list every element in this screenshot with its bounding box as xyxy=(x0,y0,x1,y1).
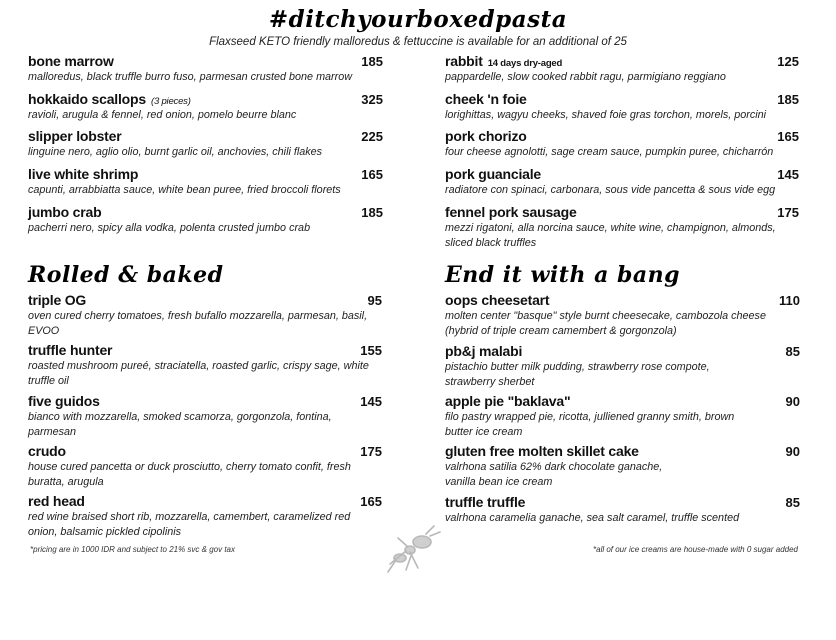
item-name: pork chorizo xyxy=(445,128,527,144)
menu-hashtag: #ditchyourboxedpasta xyxy=(268,6,568,33)
item-price: 145 xyxy=(777,167,799,182)
item-description: valrhona satilia 62% dark chocolate ganache, vanilla bean ice cream xyxy=(445,461,663,488)
item-description: radiatore con spinaci, carbonara, sous vide pancetta & sous vide egg xyxy=(445,184,776,196)
item-description: filo pastry wrapped pie, ricotta, julliened granny smith, brown butter ice cream xyxy=(445,411,735,438)
menu-item-fennel-pork-sausage xyxy=(445,204,799,250)
menu-item-slipper-lobster xyxy=(28,128,383,160)
menu-item-pork-guanciale xyxy=(445,166,799,198)
item-description: bianco with mozzarella, smoked scamorza, gorgonzola, fontina, parmesan xyxy=(28,411,332,438)
menu-item-pork-chorizo xyxy=(445,128,799,160)
item-price: 85 xyxy=(785,495,800,510)
item-description: four cheese agnolotti, sage cream sauce, pumpkin puree, chicharrón xyxy=(445,146,774,158)
item-price: 325 xyxy=(361,92,383,107)
item-note: (3 pieces) xyxy=(150,96,191,107)
item-description: oven cured cherry tomatoes, fresh bufallo mozzarella, parmesan, basil, EVOO xyxy=(28,310,368,337)
item-name: crudo xyxy=(28,443,66,459)
item-description: valrhona caramelia ganache, sea salt caramel, truffle scented xyxy=(445,512,740,524)
item-price: 85 xyxy=(785,344,800,359)
item-description: roasted mushroom pureé, straciatella, roasted garlic, crispy sage, white truffle oil xyxy=(28,360,369,387)
item-price: 185 xyxy=(361,54,383,69)
item-price: 185 xyxy=(361,205,383,220)
item-description: pacherri nero, spicy alla vodka, polenta crusted jumbo crab xyxy=(28,222,311,234)
item-description: malloredus, black truffle burro fuso, parmesan crusted bone marrow xyxy=(28,71,353,83)
menu-item-rabbit xyxy=(445,53,799,85)
menu-item-apple-pie-baklava xyxy=(445,393,800,439)
footnote-ice-cream: *all of our ice creams are house-made with 0 sugar added xyxy=(593,545,798,554)
item-description: house cured pancetta or duck prosciutto, cherry tomato confit, fresh buratta, arugula xyxy=(28,461,351,488)
item-description: mezzi rigatoni, alla norcina sauce, white wine, champignon, almonds, sliced black truffles xyxy=(445,222,776,249)
item-description: pappardelle, slow cooked rabbit ragu, parmigiano reggiano xyxy=(445,71,726,83)
item-price: 225 xyxy=(361,129,383,144)
item-name: slipper lobster xyxy=(28,128,122,144)
item-description: ravioli, arugula & fennel, red onion, pomelo beurre blanc xyxy=(28,109,297,121)
item-name: live white shrimp xyxy=(28,166,139,182)
item-name: cheek 'n foie xyxy=(445,91,527,107)
item-name: rabbit 14 days dry-aged xyxy=(445,53,563,69)
menu-item-five-guidos xyxy=(28,393,382,439)
item-name: truffle truffle xyxy=(445,494,526,510)
item-price: 165 xyxy=(777,129,799,144)
item-name: pb&j malabi xyxy=(445,343,523,359)
item-name: fennel pork sausage xyxy=(445,204,577,220)
item-price: 175 xyxy=(360,444,382,459)
item-name: triple OG xyxy=(28,292,87,308)
item-price: 145 xyxy=(360,394,382,409)
item-name: oops cheesetart xyxy=(445,292,550,308)
menu-item-hokkaido-scallops xyxy=(28,91,383,123)
item-name: truffle hunter xyxy=(28,342,113,358)
menu-item-truffle-hunter xyxy=(28,342,382,388)
item-name: apple pie "baklava" xyxy=(445,393,571,409)
item-description: linguine nero, aglio olio, burnt garlic oil, anchovies, chili flakes xyxy=(28,146,323,158)
menu-item-cheek-n-foie xyxy=(445,91,799,123)
item-price: 110 xyxy=(779,293,800,308)
menu-item-red-head xyxy=(28,493,382,539)
item-description: capunti, arrabbiatta sauce, white bean puree, fried broccoli florets xyxy=(28,184,341,196)
ant-logo-icon xyxy=(386,524,442,574)
menu-item-crudo xyxy=(28,443,382,489)
item-price: 155 xyxy=(360,343,382,358)
menu-item-bone-marrow xyxy=(28,53,383,85)
item-name: bone marrow xyxy=(28,53,114,69)
item-price: 125 xyxy=(777,54,799,69)
menu-subtitle: Flaxseed KETO friendly malloredus & fettuccine is available for an additional of 25 xyxy=(209,36,627,48)
menu-item-triple-og xyxy=(28,292,382,338)
section-title-dessert: End it with a bang xyxy=(445,262,681,288)
item-price: 185 xyxy=(777,92,799,107)
item-description: red wine braised short rib, mozzarella, camembert, caramelized red onion, balsamic pickled cipolinis xyxy=(28,511,351,538)
item-name: pork guanciale xyxy=(445,166,542,182)
menu-item-jumbo-crab xyxy=(28,204,383,236)
item-name: red head xyxy=(28,493,85,509)
item-name: hokkaido scallops (3 pieces) xyxy=(28,91,191,107)
item-name: gluten free molten skillet cake xyxy=(445,443,639,459)
item-price: 90 xyxy=(785,444,800,459)
item-description: pistachio butter milk pudding, strawberry rose compote, strawberry sherbet xyxy=(445,361,710,388)
menu-item-oops-cheesetart xyxy=(445,292,800,338)
item-price: 165 xyxy=(360,494,382,509)
item-price: 165 xyxy=(361,167,383,182)
section-title-rolled-baked: Rolled & baked xyxy=(28,262,224,288)
item-name: jumbo crab xyxy=(28,204,102,220)
item-name: five guidos xyxy=(28,393,100,409)
footnote-pricing: *pricing are in 1000 IDR and subject to 21% svc & gov tax xyxy=(30,545,235,554)
item-description: molten center "basque" style burnt cheesecake, cambozola cheese (hybrid of triple cream camembert & gorgonzola) xyxy=(445,310,766,337)
menu-item-truffle-truffle xyxy=(445,494,800,526)
item-description: lorighittas, wagyu cheeks, shaved foie gras torchon, morels, porcini xyxy=(445,109,767,121)
menu-item-pbj-malabi xyxy=(445,343,800,389)
item-price: 175 xyxy=(777,205,799,220)
menu-item-live-white-shrimp xyxy=(28,166,383,198)
menu-item-gluten-free-skillet-cake xyxy=(445,443,800,489)
item-price: 95 xyxy=(367,293,382,308)
item-note: 14 days dry-aged xyxy=(487,58,563,69)
item-price: 90 xyxy=(785,394,800,409)
